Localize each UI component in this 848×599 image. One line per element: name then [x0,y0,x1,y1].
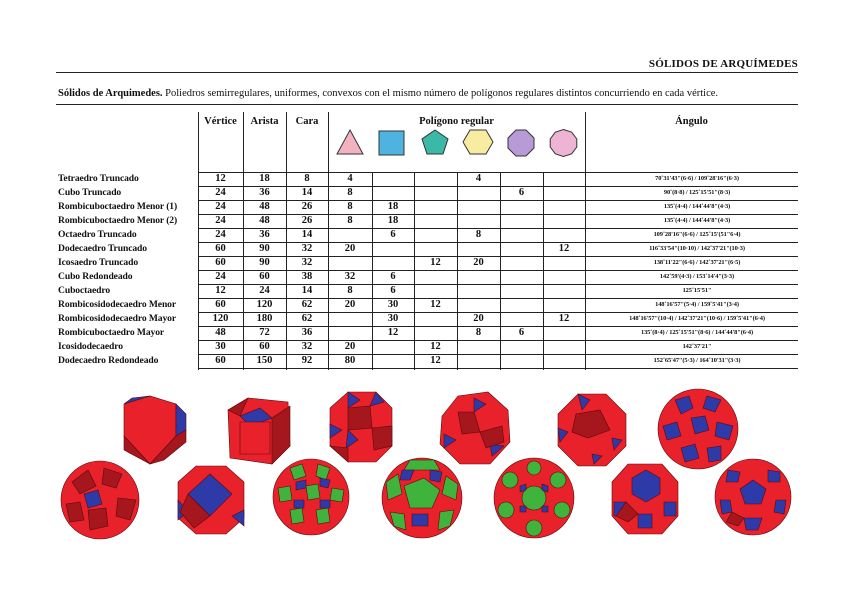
cell-c: 26 [301,201,313,212]
cell-a: 36 [259,187,270,198]
cell-angulo: 148˚16'57"(10·4) / 142˚37'21"(10·6) / 159˚5'41"(6·4) [629,315,765,322]
row-label: Dodecaedro Redondeado [58,355,159,366]
cell-polygon-count: 12 [387,327,399,338]
cell-a: 60 [259,341,270,352]
row-label: Rombicuboctaedro Menor (1) [58,201,178,212]
cell-c: 38 [301,271,313,282]
intro-heading: Sólidos de Arquimedes. [58,88,163,99]
cell-polygon-count: 8 [347,187,353,198]
cell-c: 14 [301,285,313,296]
cell-polygon-count: 20 [344,299,356,310]
cell-polygon-count: 12 [558,313,570,324]
cell-a: 180 [256,313,273,324]
cuboctahedron-image [270,456,352,538]
snub-cube-image [170,460,250,540]
row-label: Rombicosidodecaedro Mayor [58,313,177,324]
cell-c: 92 [301,355,313,366]
cell-angulo: 142˚37'21" [682,343,712,350]
cell-polygon-count: 4 [475,173,482,184]
cell-c: 32 [301,257,313,268]
pentagon-icon [420,128,450,156]
cell-angulo: 135˚(8·4) / 125˚15'51"(8·6) / 144˚44'8"(6·4) [640,329,754,336]
cell-a: 72 [259,327,270,338]
cell-polygon-count: 20 [473,313,484,324]
cell-v: 30 [215,341,226,352]
cell-a: 48 [259,201,270,212]
cell-polygon-count: 12 [430,355,441,366]
row-label: Tetraedro Truncado [58,173,139,184]
cell-polygon-count: 8 [347,201,353,212]
row-label: Cubo Redondeado [58,271,133,282]
cell-v: 24 [215,201,226,212]
row-label: Rombicuboctaedro Menor (2) [58,215,178,226]
cell-a: 18 [259,173,270,184]
cell-polygon-count: 6 [390,229,396,240]
cell-polygon-count: 20 [473,257,484,268]
cell-angulo: 116˚33'54"(10·10) / 142˚37'21"(10·3) [649,245,745,252]
cell-c: 32 [301,341,313,352]
cell-a: 90 [259,257,270,268]
header-cara: Cara [295,116,319,127]
row-label: Dodecaedro Truncado [58,243,147,254]
rhombicosidodecahedron-great-image [492,456,576,540]
cell-polygon-count: 30 [387,313,399,324]
cell-polygon-count: 8 [475,229,482,240]
row-label: Rombicuboctaedro Mayor [58,327,165,338]
cell-angulo: 70˚31'43"(6·6) / 109˚28'16"(6·3) [655,175,739,182]
cell-polygon-count: 12 [430,299,441,310]
cell-v: 48 [215,327,226,338]
cell-polygon-count: 6 [518,187,525,198]
page-title: SÓLIDOS DE ARQUÍMEDES [648,58,798,70]
cell-v: 12 [215,173,226,184]
cell-angulo: 142˚59'(4·3) / 153˚14'4"(3·3) [659,273,735,280]
cell-v: 12 [215,285,226,296]
cell-polygon-count: 6 [518,327,525,338]
cell-v: 120 [212,313,229,324]
cell-v: 60 [215,243,226,254]
cell-a: 48 [259,215,270,226]
octagon-icon [506,128,536,158]
rhombitruncated-cuboctahedron-image [604,458,686,540]
cell-polygon-count: 8 [347,215,353,226]
square-icon [377,129,406,157]
cell-polygon-count: 6 [390,285,396,296]
row-label: Rombicosidodecaedro Menor [58,299,177,310]
cell-polygon-count: 4 [347,173,353,184]
row-label: Cubo Truncado [58,187,122,198]
cell-c: 14 [301,187,313,198]
cell-a: 36 [259,229,270,240]
row-label: Icosidodecaedro [58,341,123,352]
cell-v: 60 [215,299,226,310]
cell-a: 120 [256,299,273,310]
cell-polygon-count: 8 [347,285,353,296]
intro-rule [56,104,798,105]
cell-angulo: 135˚(4·4) / 144˚44'8"(4·3) [663,217,731,224]
cell-angulo: 135˚(4·4) / 144˚44'8"(4·3) [663,203,731,210]
cell-c: 8 [304,173,310,184]
header-poligono: Polígono regular [419,116,494,127]
title-rule [56,72,798,73]
cell-polygon-count: 20 [344,243,356,254]
cell-a: 24 [259,285,270,296]
cell-c: 62 [301,313,313,324]
cell-v: 24 [215,271,226,282]
cell-polygon-count: 20 [344,341,356,352]
cell-v: 24 [215,215,226,226]
cell-polygon-count: 12 [430,341,441,352]
header-vertice: Vértice [204,116,237,127]
rhombicosidodecahedron-small-image [380,456,464,540]
cell-v: 60 [215,355,226,366]
cell-c: 62 [301,299,313,310]
triangle-icon [335,128,365,156]
intro-paragraph [58,88,803,99]
cell-v: 24 [215,229,226,240]
cell-c: 26 [301,215,313,226]
cell-polygon-count: 8 [475,327,482,338]
cell-angulo: 90˚(8·8) / 125˚15'51"(8·3) [663,189,731,196]
cell-polygon-count: 32 [344,271,356,282]
cell-c: 36 [301,327,313,338]
cell-angulo: 109˚28'16"(6·6) / 125˚15'(51"6·4) [653,231,741,238]
row-label: Cuboctaedro [58,285,111,296]
cell-angulo: 152˚65'47"(5·3) / 164˚10'31"(3·3) [653,357,741,364]
cell-polygon-count: 18 [387,201,399,212]
truncated-icosahedron-image [58,458,142,542]
cell-v: 60 [215,257,226,268]
cell-polygon-count: 12 [430,257,441,268]
table-col-divider [585,112,586,370]
header-arista: Arista [250,116,279,127]
row-label: Octaedro Truncado [58,229,137,240]
cell-angulo: 148˚16'57"(5·4) / 159˚5'41"(3·4) [655,301,739,308]
icosidodecahedron-image [712,456,794,538]
hexagon-icon [461,128,495,156]
cell-a: 60 [259,271,270,282]
cell-angulo: 138˚11'22"(6·6) / 142˚37'21"(6·5) [653,259,741,266]
cell-a: 150 [256,355,273,366]
cell-polygon-count: 6 [390,271,396,282]
row-label: Icosaedro Truncado [58,257,139,268]
cell-polygon-count: 30 [387,299,399,310]
cell-angulo: 125˚15'51" [682,287,712,294]
cell-polygon-count: 12 [558,243,570,254]
header-angulo: Ángulo [675,116,708,127]
table-col-divider [328,112,329,370]
cell-polygon-count: 80 [344,355,356,366]
cell-a: 90 [259,243,270,254]
intro-text: Poliedros semirregulares, uniformes, convexos con el mismo número de polígonos regulares distintos concurriendo en cada vértice. [162,88,719,99]
cell-c: 32 [301,243,313,254]
cell-c: 14 [301,229,313,240]
cell-v: 24 [215,187,226,198]
row-rule [198,368,798,369]
cell-polygon-count: 18 [387,215,399,226]
decagon-icon [548,128,579,158]
